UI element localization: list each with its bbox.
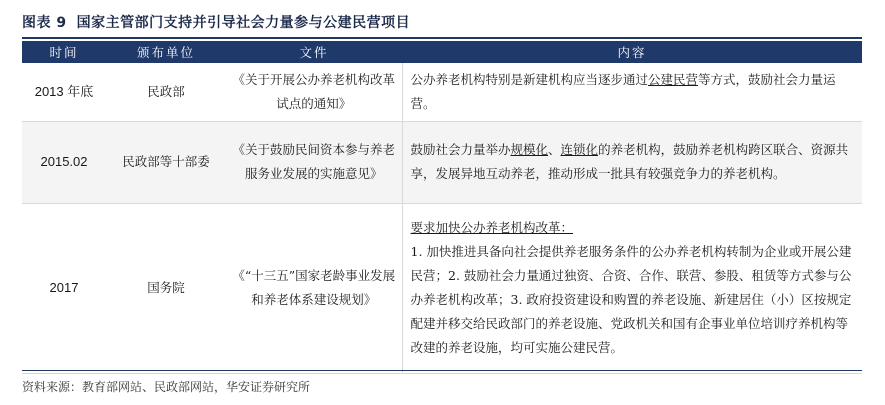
content-text: 的养老机构，鼓励养老机构跨区联合、资源共享，发展异地互动养老，推动形成一批具有较强竞争力的养老机构。 (410, 142, 849, 181)
cell-org: 民政部 (106, 63, 226, 121)
source-note: 资料来源：教育部网站、民政部网站，华安证券研究所 (22, 380, 311, 394)
content-text: 鼓励社会力量举办 (410, 142, 511, 157)
cell-time: 2013 年底 (22, 63, 106, 121)
content-heading: 要求加快公办养老机构改革： (410, 220, 574, 235)
header-org: 颁布单位 (106, 41, 226, 63)
cell-org: 民政部等十部委 (106, 121, 226, 203)
content-text: 、 (548, 142, 561, 157)
table-row (22, 121, 862, 203)
bottom-rule (22, 370, 862, 371)
content-text: 公办养老机构特别是新建机构应当逐步通过 (410, 71, 649, 87)
cell-time: 2015.02 (22, 121, 106, 203)
cell-content (402, 63, 862, 121)
content-underlined: 公建民营 (648, 71, 699, 87)
header-content: 内容 (402, 41, 862, 63)
figure-number: 图表 9 (22, 15, 67, 31)
content-text: 等方式，鼓励社会力量运营。 (410, 71, 836, 111)
cell-org: 国务院 (106, 203, 226, 373)
cell-content (402, 203, 862, 373)
header-doc: 文件 (226, 41, 402, 63)
figure-caption: 国家主管部门支持并引导社会力量参与公建民营项目 (76, 15, 411, 31)
cell-time: 2017 (22, 203, 106, 373)
table-header-row (22, 41, 862, 63)
content-underlined: 规模化 (510, 142, 549, 157)
header-time: 时间 (22, 41, 106, 63)
table-row (22, 203, 862, 373)
cell-doc: 《关于开展公办养老机构改革试点的通知》 (226, 63, 402, 121)
cell-content (402, 121, 862, 203)
content-underlined: 连锁化 (560, 142, 599, 157)
table-row (22, 63, 862, 121)
policy-table (22, 41, 862, 374)
figure-title (22, 12, 410, 32)
cell-doc: 《关于鼓励民间资本参与养老服务业发展的实施意见》 (226, 121, 402, 203)
cell-doc: 《“十三五”国家老龄事业发展和养老体系建设规划》 (226, 203, 402, 373)
top-rule (22, 37, 862, 39)
content-text: 1. 加快推进具备向社会提供养老服务条件的公办养老机构转制为企业或开展公建民营；2. 鼓励社会力量通过独资、合资、合作、联营、参股、租赁等方式参与公办养老机构改革；3. 政府投资建设和购置的养老设施、新建居住（小）区按规定配建并移交给民政部门的养老设施、党政机关和国有企事业单位培训疗养机构等改建的养老设施，均可实施公建民营。 (410, 244, 852, 355)
